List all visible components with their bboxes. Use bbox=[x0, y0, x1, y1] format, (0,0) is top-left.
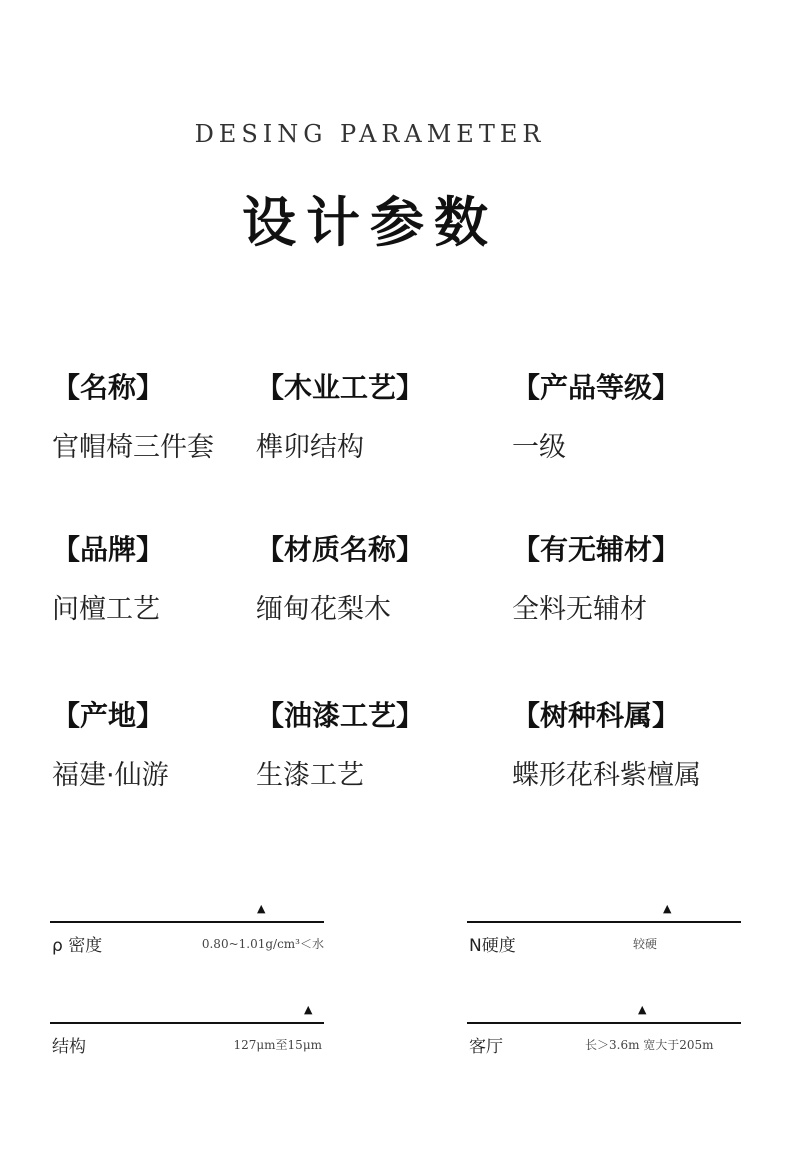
param-value: 官帽椅三件套 bbox=[52, 432, 214, 463]
param-label: 【树种科属】 bbox=[512, 699, 681, 732]
triangle-marker-icon: ▲ bbox=[304, 1003, 313, 1016]
gauge-structure bbox=[50, 1004, 324, 1074]
param-value: 福建·仙游 bbox=[52, 760, 169, 791]
param-label: 【材质名称】 bbox=[256, 533, 425, 566]
triangle-marker-icon: ▲ bbox=[638, 1003, 647, 1016]
param-auxiliary bbox=[512, 532, 680, 628]
gauge-living-room bbox=[467, 1004, 741, 1074]
param-material bbox=[256, 532, 424, 628]
param-label: 【品牌】 bbox=[52, 533, 165, 566]
param-label: 【名称】 bbox=[52, 371, 165, 404]
header-eyebrow: DESING PARAMETER bbox=[194, 120, 546, 148]
param-species bbox=[512, 698, 701, 794]
gauge-line bbox=[467, 1022, 741, 1024]
gauge-label: 客厅 bbox=[469, 1037, 503, 1057]
param-label: 【产品等级】 bbox=[512, 371, 681, 404]
param-label: 【木业工艺】 bbox=[256, 371, 425, 404]
triangle-marker-icon: ▲ bbox=[663, 902, 672, 915]
page-title: 设计参数 bbox=[242, 190, 498, 254]
gauge-line bbox=[50, 921, 324, 923]
gauge-label: ρ 密度 bbox=[52, 936, 103, 956]
param-label: 【有无辅材】 bbox=[512, 533, 681, 566]
param-value: 一级 bbox=[512, 432, 566, 463]
gauge-line bbox=[50, 1022, 324, 1024]
gauge-value: 127μm至15μm bbox=[233, 1038, 322, 1052]
param-label: 【油漆工艺】 bbox=[256, 699, 425, 732]
param-label: 【产地】 bbox=[52, 699, 165, 732]
param-value: 全料无辅材 bbox=[512, 594, 647, 625]
param-value: 生漆工艺 bbox=[256, 760, 364, 791]
param-product-grade bbox=[512, 370, 680, 466]
gauge-value: 0.80~1.01g/cm³＜水 bbox=[201, 937, 324, 951]
param-value: 蝶形花科紫檀属 bbox=[512, 760, 701, 791]
gauge-label: N硬度 bbox=[469, 936, 516, 956]
gauge-value: 较硬 bbox=[633, 937, 658, 951]
param-woodwork-craft bbox=[256, 370, 424, 466]
param-lacquer bbox=[256, 698, 424, 794]
gauge-density bbox=[50, 903, 324, 973]
triangle-marker-icon: ▲ bbox=[257, 902, 266, 915]
gauge-value: 长＞3.6m 宽大于205m bbox=[585, 1038, 714, 1052]
param-name bbox=[52, 370, 214, 466]
param-value: 缅甸花梨木 bbox=[256, 594, 391, 625]
param-value: 榫卯结构 bbox=[256, 432, 364, 463]
gauge-hardness bbox=[467, 903, 741, 973]
gauge-label: 结构 bbox=[52, 1037, 86, 1057]
param-value: 问檀工艺 bbox=[52, 594, 160, 625]
gauge-line bbox=[467, 921, 741, 923]
param-brand bbox=[52, 532, 164, 628]
param-origin bbox=[52, 698, 169, 794]
